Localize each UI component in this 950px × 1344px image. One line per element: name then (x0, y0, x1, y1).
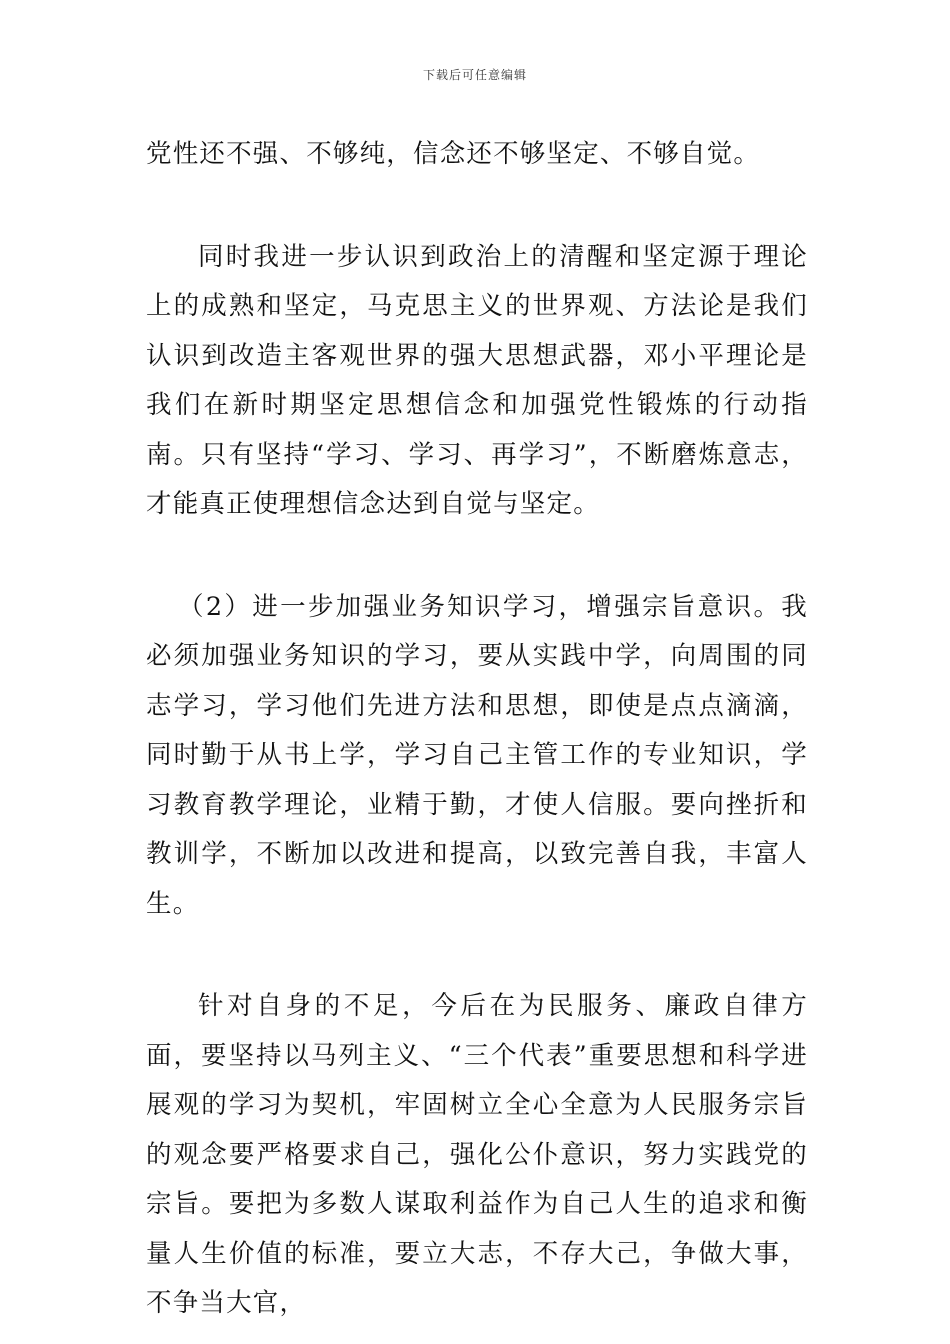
document-body (146, 130, 808, 1329)
page-header: 下载后可任意编辑 (422, 68, 527, 82)
paragraph-theory: 同时我进一步认识到政治上的清醒和坚定源于理论上的成熟和坚定，马克思主义的世界观、方法论是我们认识到改造主客观世界的强大思想武器，邓小平理论是我们在新时期坚定思想信念和加强党性锻炼的行动指南。只有坚持“学习、学习、再学习”，不断磨炼意志，才能真正使理想信念达到自觉与坚定。 (146, 241, 808, 519)
paragraph-self-improvement: 针对自身的不足，今后在为民服务、廉政自律方面，要坚持以马列主义、“三个代表”重要思想和科学进展观的学习为契机，牢固树立全心全意为人民服务宗旨的观念要严格要求自己，强化公仆意识，努力实践党的宗旨。要把为多数人谋取利益作为自己人生的追求和衡量人生价值的标准，要立大志，不存大己，争做大事，不争当大官， (146, 991, 808, 1318)
paragraph-business-study: （2）进一步加强业务知识学习，增强宗旨意识。我必须加强业务知识的学习，要从实践中学，向周围的同志学习，学习他们先进方法和思想，即使是点点滴滴，同时勤于从书上学，学习自己主管工作的专业知识，学习教育教学理论，业精于勤，才使人信服。要向挫折和教训学，不断加以改进和提高，以致完善自我，丰富人生。 (146, 591, 808, 919)
paragraph-continuation: 党性还不强、不够纯，信念还不够坚定、不够自觉。 (146, 139, 761, 169)
